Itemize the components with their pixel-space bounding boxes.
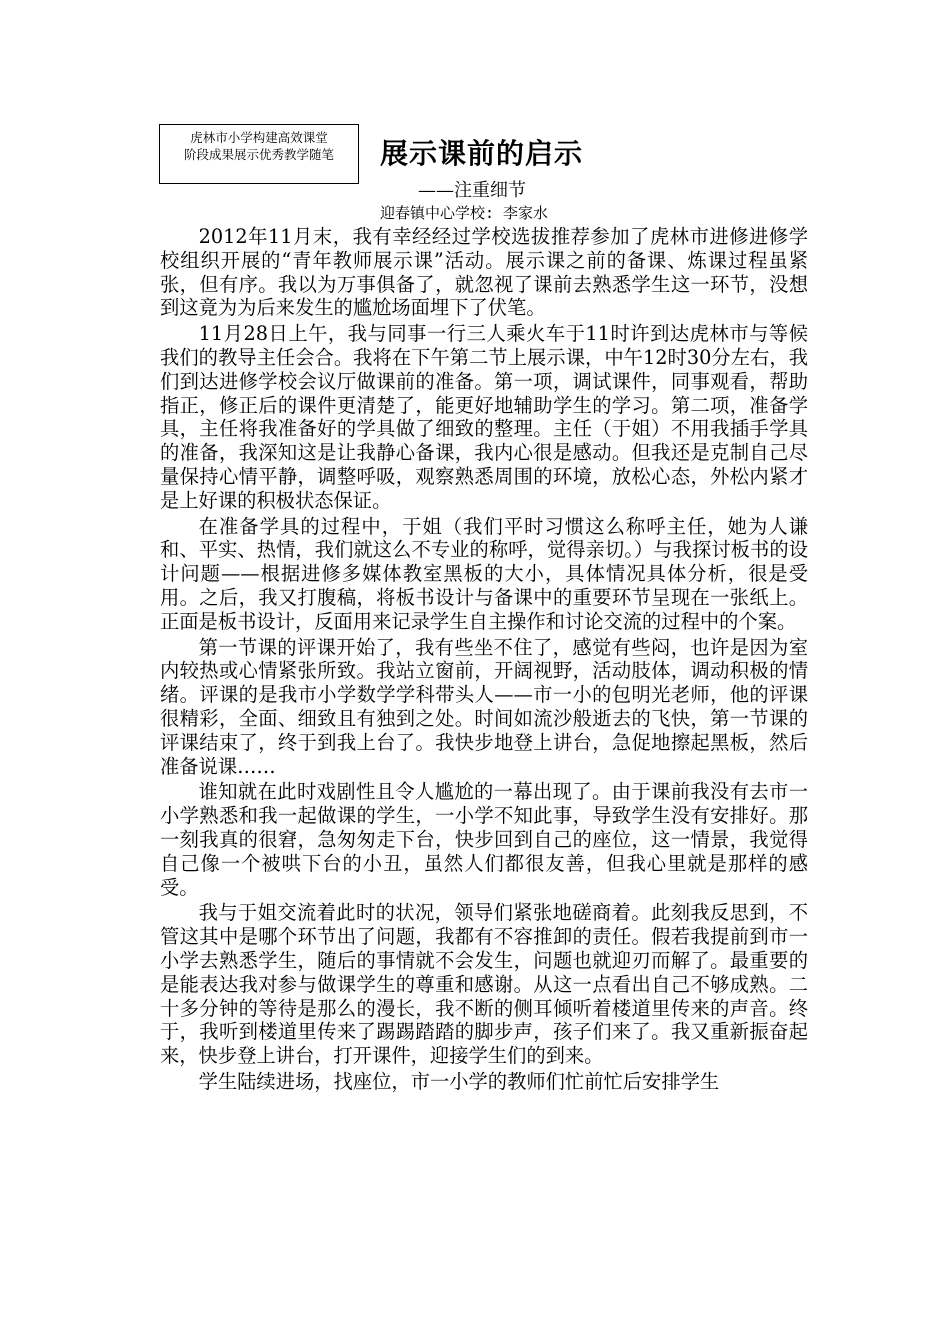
paragraph-4: 第一节课的评课开始了，我有些坐不住了，感觉有些闷，也许是因为室内较热或心情紧张所致。我站立窗前，开阔视野，活动肢体，调动积极的情绪。评课的是我市小学数学学科带头人——市一小的包明光老师，他的评课很精彩，全面、细致且有独到之处。时间如流沙般逝去的飞快，第一节课的评课结束了，终于到我上台了。我快步地登上讲台，急促地擦起黑板，然后准备说课…… — [160, 635, 808, 778]
article-author: 迎春镇中心学校: 李家水 — [380, 204, 549, 222]
article-title: 展示课前的启示 — [380, 137, 584, 170]
paragraph-3: 在准备学具的过程中，于姐（我们平时习惯这么称呼主任，她为人谦和、平实、热情，我们就这么不专业的称呼，觉得亲切。）与我探讨板书的设计问题——根据进修多媒体教室黑板的大小，具体情况具体分析，很是受用。之后，我又打腹稿，将板书设计与备课中的重要环节呈现在一张纸上。正面是板书设计，反面用来记录学生自主操作和讨论交流的过程中的个案。 — [160, 514, 808, 633]
series-label-box — [159, 124, 359, 184]
paragraph-1: 2012年11月末，我有幸经经过学校选拔推荐参加了虎林市进修进修学校组织开展的“青年教师展示课”活动。展示课之前的备课、炼课过程虽紧张，但有序。我以为万事俱备了，就忽视了课前去熟悉学生这一环节，没想到这竟为为后来发生的尴尬场面埋下了伏笔。 — [160, 225, 808, 320]
series-label-line-1: 虎林市小学构建高效课堂 — [190, 130, 328, 145]
series-label-line-2: 阶段成果展示优秀教学随笔 — [183, 147, 334, 162]
article-body — [160, 225, 808, 1096]
paragraph-6: 我与于姐交流着此时的状况，领导们紧张地磋商着。此刻我反思到，不管这其中是哪个环节出了问题，我都有不容推卸的责任。假若我提前到市一小学去熟悉学生，随后的事情就不会发生，问题也就迎刃而解了。最重要的是能表达我对参与做课学生的尊重和感谢。从这一点看出自己不够成熟。二十多分钟的等待是那么的漫长，我不断的侧耳倾听着楼道里传来的声音。终于，我听到楼道里传来了踢踢踏踏的脚步声，孩子们来了。我又重新振奋起来，快步登上讲台，打开课件，迎接学生们的到来。 — [160, 901, 808, 1068]
paragraph-7: 学生陆续进场，找座位，市一小学的教师们忙前忙后安排学生 — [198, 1069, 720, 1093]
paragraph-2: 11月28日上午，我与同事一行三人乘火车于11时许到达虎林市与等候我们的教导主任会合。我将在下午第二节上展示课，中午12时30分左右，我们到达进修学校会议厅做课前的准备。第一项，调试课件，同事观看，帮助指正，修正后的课件更清楚了，能更好地辅助学生的学习。第二项，准备学具，主任将我准备好的学具做了细致的整理。主任（于姐）不用我插手学具的准备，我深知这是让我静心备课，我内心很是感动。但我还是克制自己尽量保持心情平静，调整呼吸，观察熟悉周围的环境，放松心态，外松内紧才是上好课的积极状态保证。 — [160, 322, 808, 512]
paragraph-5: 谁知就在此时戏剧性且令人尴尬的一幕出现了。由于课前我没有去市一小学熟悉和我一起做课的学生，一小学不知此事，导致学生没有安排好。那一刻我真的很窘，急匆匆走下台，快步回到自己的座位，这一情景，我觉得自己像一个被哄下台的小丑，虽然人们都很友善，但我心里就是那样的感受。 — [160, 780, 808, 899]
article-subtitle: ——注重细节 — [418, 180, 526, 201]
